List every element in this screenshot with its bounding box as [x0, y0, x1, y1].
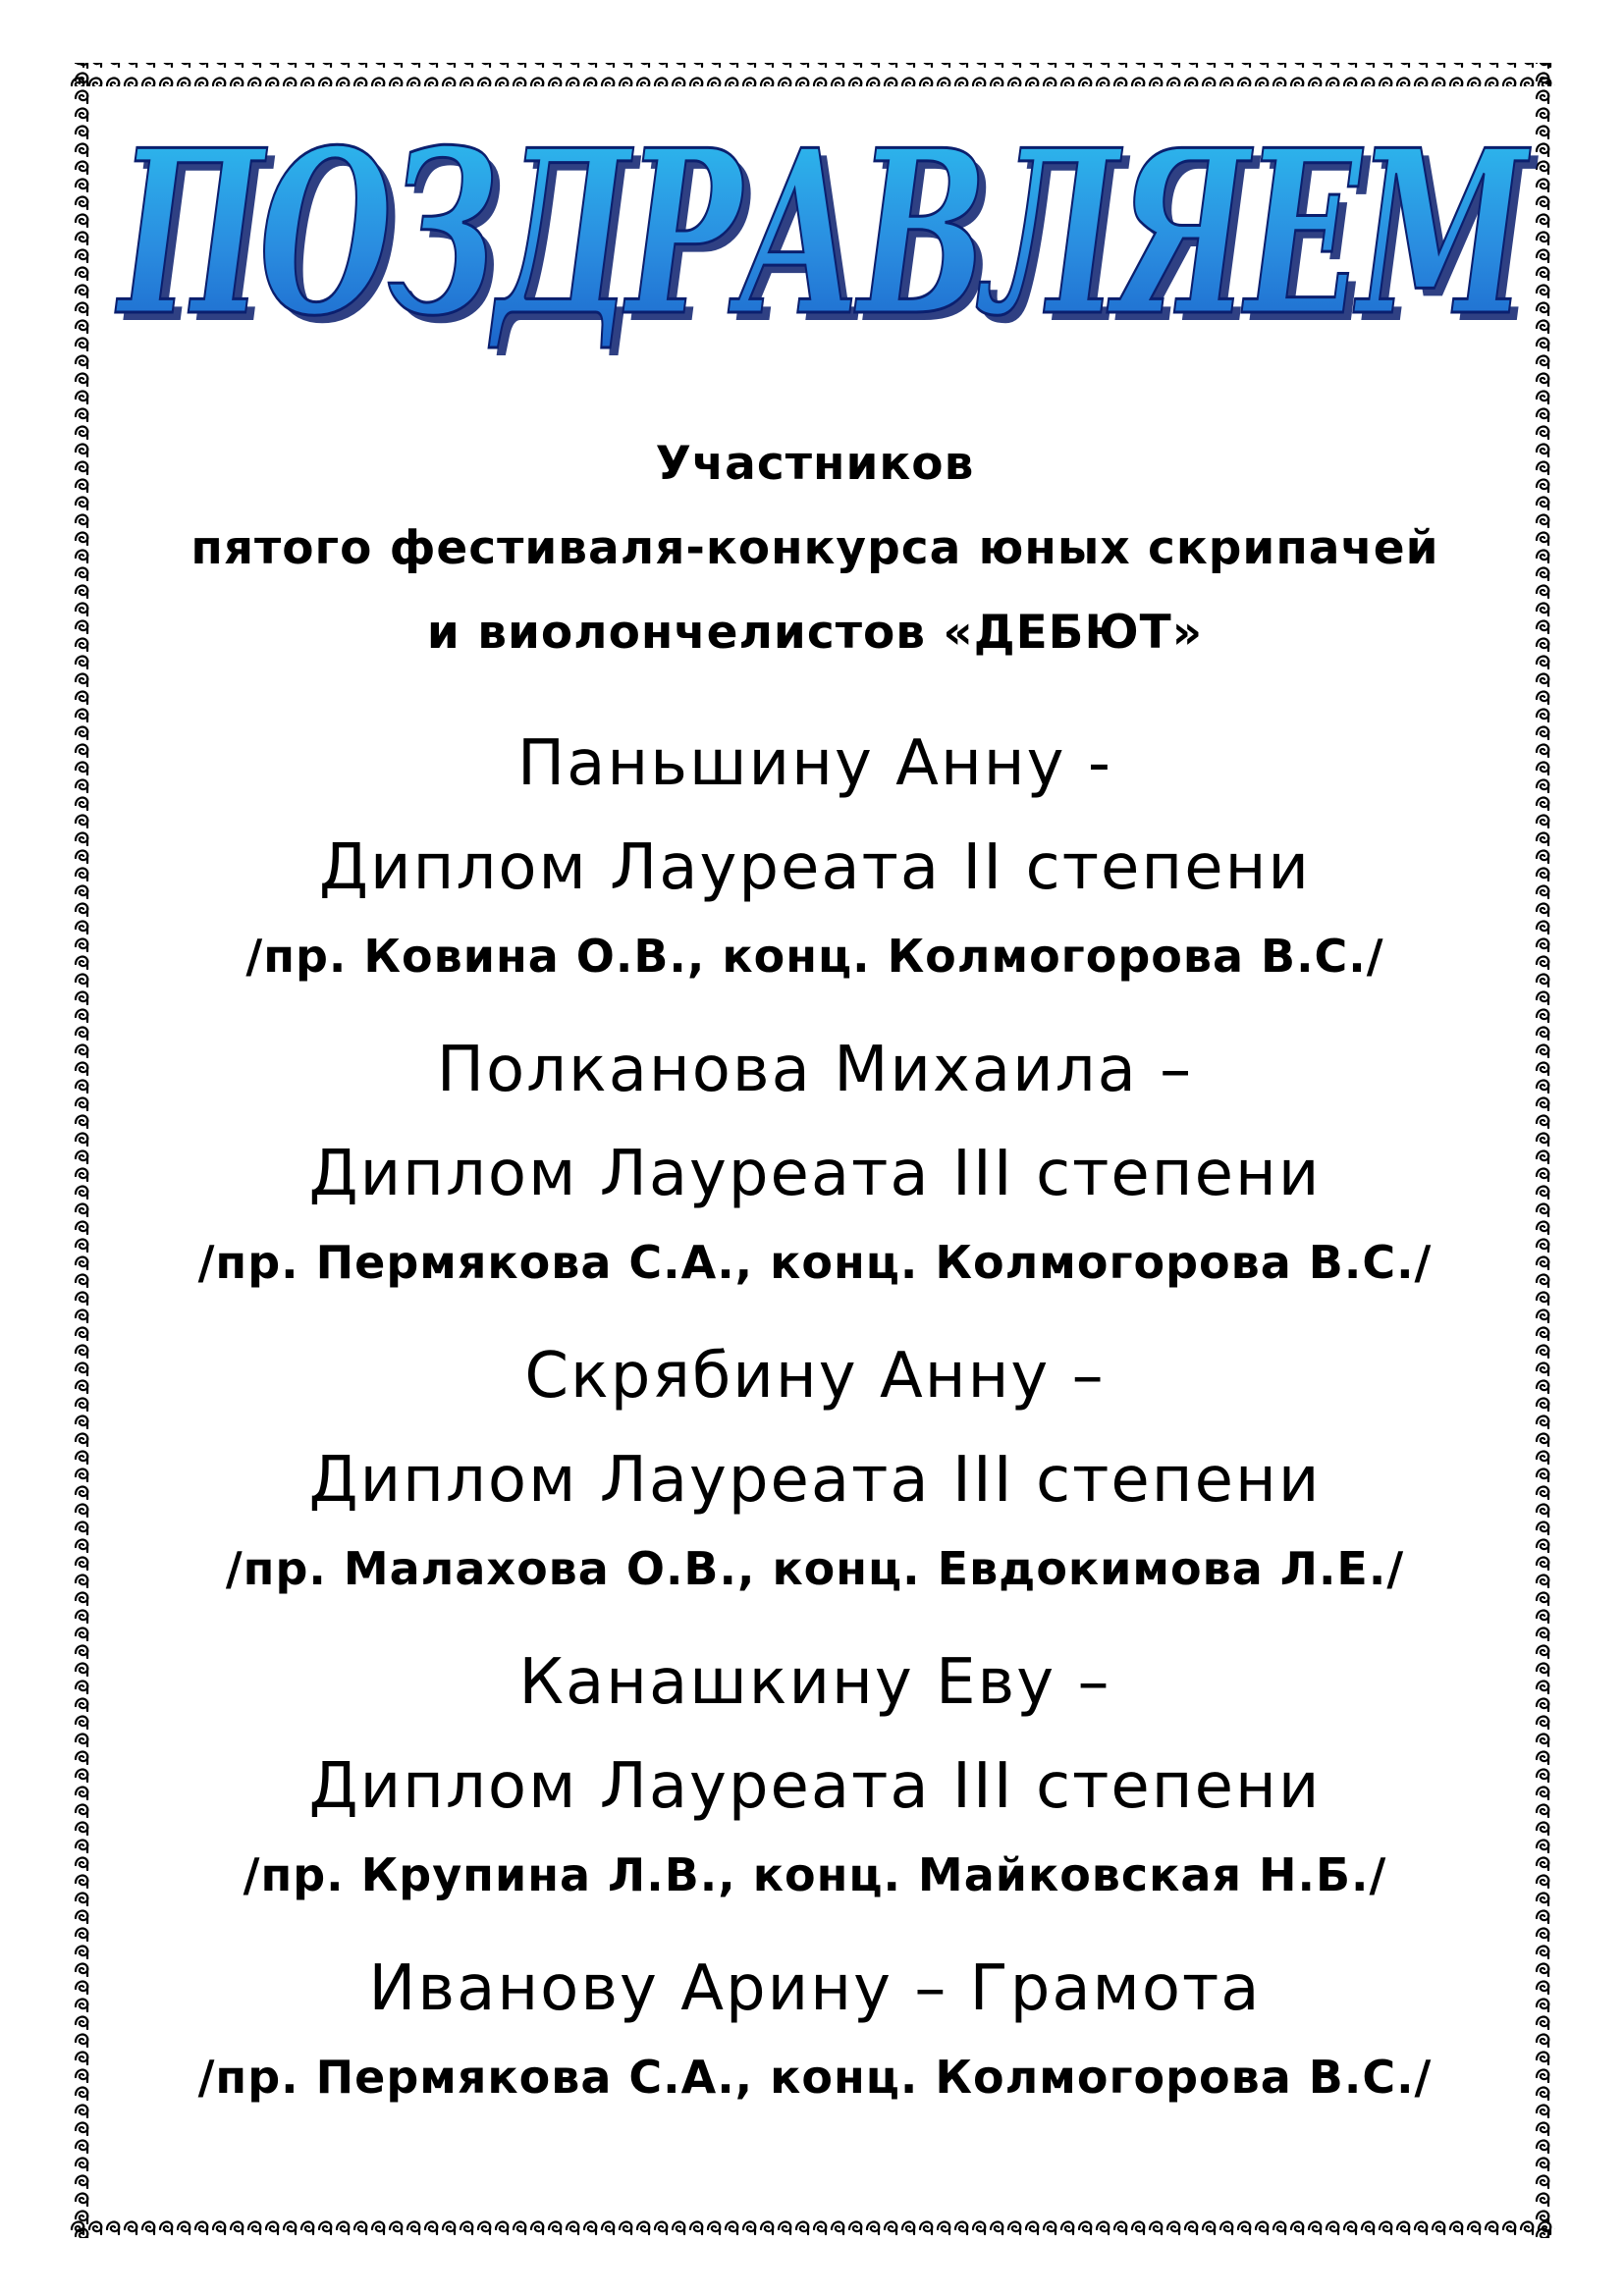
- award-entry: [108, 712, 1522, 992]
- title-wordart: [98, 88, 1551, 374]
- award-diploma: Диплом Лауреата III степени: [308, 1138, 1322, 1210]
- award-entry: [108, 1630, 1522, 1911]
- award-teachers: /пр. Крупина Л.В., конц. Майковская Н.Б./: [243, 1848, 1387, 1901]
- award-teachers: /пр. Пермякова С.А., конц. Колмогорова В.С./: [197, 2051, 1433, 2104]
- award-teachers: /пр. Малахова О.В., конц. Евдокимова Л.Е./: [225, 1542, 1405, 1595]
- award-recipient: Канашкину Еву –: [518, 1646, 1111, 1719]
- award-entry: [108, 1937, 1522, 2113]
- award-recipient: Иванову Арину – Грамота: [368, 1952, 1262, 2025]
- intro-block: [108, 422, 1522, 675]
- award-teachers: /пр. Пермякова С.А., конц. Колмогорова В.С./: [197, 1236, 1433, 1289]
- title-shadow: ПОЗДРАВЛЯЕМ: [122, 109, 1540, 374]
- award-diploma: Диплом Лауреата III степени: [308, 1444, 1322, 1517]
- award-entry: [108, 1324, 1522, 1605]
- award-teachers: /пр. Ковина О.В., конц. Колмогорова В.С./: [245, 930, 1384, 983]
- intro-line: Участников: [655, 437, 975, 491]
- title-main: ПОЗДРАВЛЯЕМ: [114, 101, 1532, 366]
- award-entry: [108, 1018, 1522, 1299]
- award-recipient: Полканова Михаила –: [436, 1034, 1194, 1106]
- award-diploma: Диплом Лауреата III степени: [308, 1750, 1322, 1823]
- award-recipient: Паньшину Анну -: [517, 727, 1112, 800]
- award-diploma: Диплом Лауреата II степени: [319, 831, 1311, 904]
- page-title: [98, 88, 1551, 374]
- intro-line: и виолончелистов «ДЕБЮТ»: [426, 606, 1204, 660]
- awards-list: [108, 712, 1522, 2113]
- intro-line: пятого фестиваля-конкурса юных скрипачей: [190, 521, 1439, 575]
- award-recipient: Скрябину Анну –: [524, 1340, 1106, 1413]
